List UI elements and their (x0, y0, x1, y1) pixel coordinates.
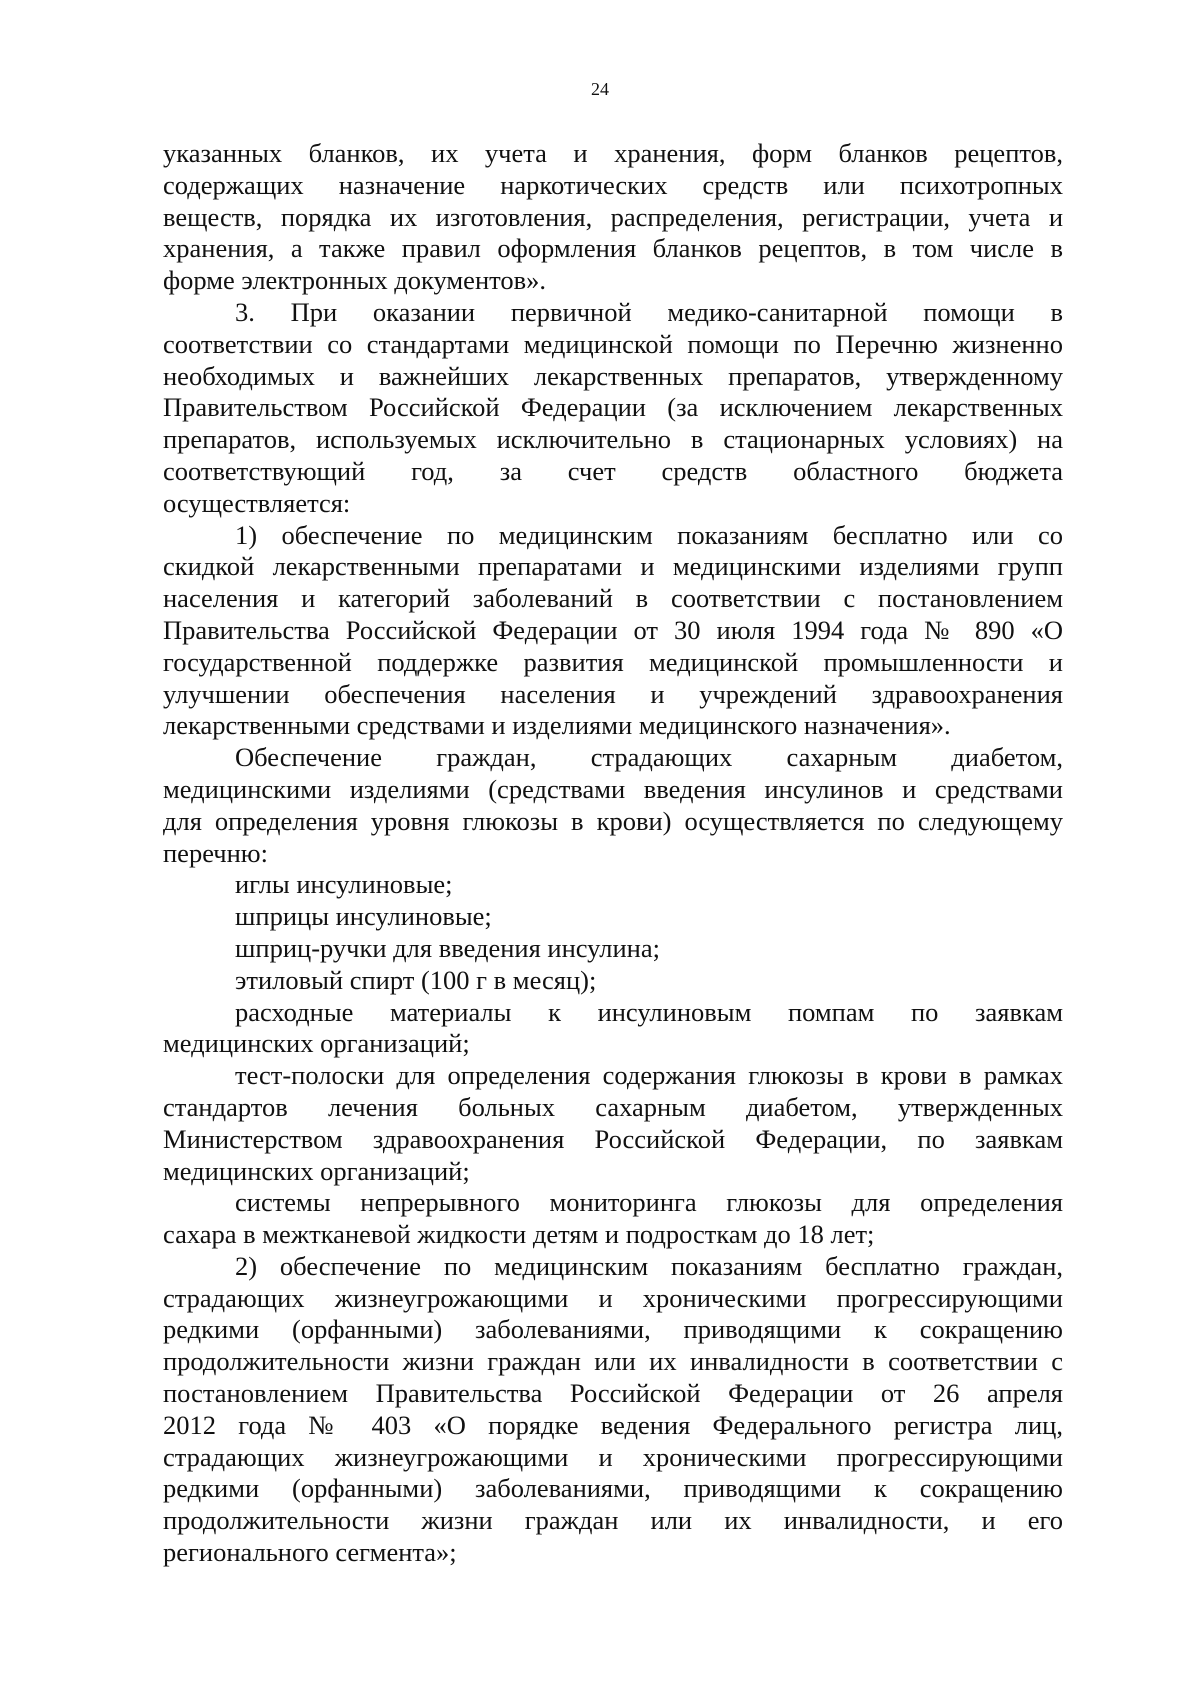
document-body (163, 138, 1063, 1569)
text-line: 2012 года № 403 «О порядке ведения Федерального регистра лиц, (163, 1409, 1063, 1440)
paragraph-4 (163, 742, 1063, 869)
text-line: медицинских организаций; (163, 1155, 470, 1186)
text-line: необходимых и важнейших лекарственных препаратов, утвержденному (163, 360, 1063, 391)
text-line: продолжительности жизни граждан или их инвалидности, и его (163, 1505, 1063, 1536)
text-line: Обеспечение граждан, страдающих сахарным диабетом, (235, 742, 1063, 773)
text-line: редкими (орфанными) заболеваниями, приводящими к сокращению (163, 1314, 1063, 1345)
paragraph-3 (163, 520, 1063, 743)
paragraph-1 (163, 138, 1063, 297)
text-line: шприц-ручки для введения инсулина; (235, 932, 660, 963)
list-item (163, 933, 1063, 965)
list-item (163, 901, 1063, 933)
text-line: 3. При оказании первичной медико-санитарной помощи в (235, 296, 1063, 327)
text-line: скидкой лекарственными препаратами и медицинскими изделиями групп (163, 551, 1063, 582)
text-line: препаратов, используемых исключительно в стационарных условиях) на (163, 424, 1063, 455)
text-line: содержащих назначение наркотических средств или психотропных (163, 169, 1063, 200)
text-line: Правительства Российской Федерации от 30 июля 1994 года № 890 «О (163, 614, 1063, 645)
text-line: Министерством здравоохранения Российской Федерации, по заявкам (163, 1123, 1063, 1154)
paragraph-2 (163, 297, 1063, 520)
list-item (163, 997, 1063, 1061)
text-line: иглы инсулиновые; (235, 869, 453, 900)
text-line: медицинскими изделиями (средствами введения инсулинов и средствами (163, 773, 1063, 804)
text-line: государственной поддержке развития медицинской промышленности и (163, 646, 1063, 677)
text-line: продолжительности жизни граждан или их инвалидности в соответствии с (163, 1346, 1063, 1377)
text-line: страдающих жизнеугрожающими и хроническими прогрессирующими (163, 1441, 1063, 1472)
text-line: веществ, порядка их изготовления, распределения, регистрации, учета и (163, 201, 1063, 232)
paragraph-5 (163, 1251, 1063, 1569)
text-line: сахара в межтканевой жидкости детям и подросткам до 18 лет; (163, 1219, 875, 1250)
text-line: тест-полоски для определения содержания глюкозы в крови в рамках (235, 1060, 1063, 1091)
text-line: расходные материалы к инсулиновым помпам по заявкам (235, 996, 1063, 1027)
text-line: медицинских организаций; (163, 1028, 470, 1059)
list-item (163, 965, 1063, 997)
text-line: постановлением Правительства Российской Федерации от 26 апреля (163, 1378, 1063, 1409)
text-line: хранения, а также правил оформления бланков рецептов, в том числе в (163, 233, 1063, 264)
text-line: редкими (орфанными) заболеваниями, приводящими к сокращению (163, 1473, 1063, 1504)
list-item (163, 1060, 1063, 1187)
text-line: 1) обеспечение по медицинским показаниям бесплатно или со (235, 519, 1063, 550)
text-line: шприцы инсулиновые; (235, 901, 492, 932)
text-line: форме электронных документов». (163, 265, 546, 296)
text-line: соответствии со стандартами медицинской помощи по Перечню жизненно (163, 328, 1063, 359)
text-line: осуществляется: (163, 487, 351, 518)
text-line: страдающих жизнеугрожающими и хроническими прогрессирующими (163, 1282, 1063, 1313)
text-line: лекарственными средствами и изделиями медицинского назначения». (163, 710, 951, 741)
text-line: системы непрерывного мониторинга глюкозы для определения (235, 1187, 1063, 1218)
text-line: указанных бланков, их учета и хранения, форм бланков рецептов, (163, 138, 1063, 168)
list-item (163, 1187, 1063, 1251)
text-line: улучшении обеспечения населения и учреждений здравоохранения (163, 678, 1063, 709)
text-line: стандартов лечения больных сахарным диабетом, утвержденных (163, 1091, 1063, 1122)
text-line: для определения уровня глюкозы в крови) осуществляется по следующему (163, 805, 1063, 836)
text-line: 2) обеспечение по медицинским показаниям бесплатно граждан, (235, 1250, 1063, 1281)
text-line: этиловый спирт (100 г в месяц); (235, 964, 597, 995)
list-item (163, 869, 1063, 901)
page-number: 24 (591, 79, 609, 99)
text-line: соответствующий год, за счет средств областного бюджета (163, 455, 1063, 486)
text-line: регионального сегмента»; (163, 1537, 457, 1568)
text-line: перечню: (163, 837, 268, 868)
text-line: населения и категорий заболеваний в соответствии с постановлением (163, 583, 1063, 614)
text-line: Правительством Российской Федерации (за исключением лекарственных (163, 392, 1063, 423)
